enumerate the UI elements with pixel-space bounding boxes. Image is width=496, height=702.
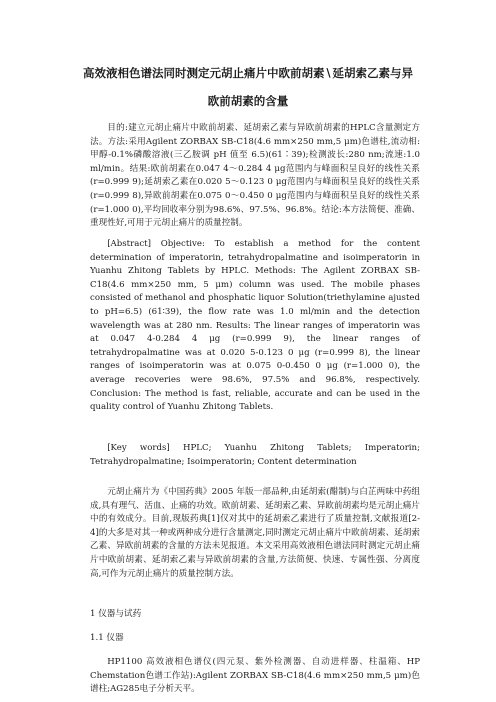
keywords-english: [Key words] HPLC; Yuanhu Zhitong Tablets; Imperatorin; Tetrahydropalmatine; Isoimperatorin; Content determination: [90, 443, 420, 467]
abstract-chinese: 目的:建立元胡止痛片中欧前胡素、延胡索乙素与异欧前胡素的HPLC含量测定方法。方法:采用Agilent ZORBAX SB-C18(4.6 mm×250 mm,5 μm)色谱柱,流动相:甲醇-0.1%磷酸溶液(三乙胺调 pH 值至 6.5)(61∶39);检测波长:280 nm;流速:1.0 ml/min。结果:欧前胡素在0.047 4～0.284 4 μg范围内与峰面积呈良好的线性关系(r=0.999 9);延胡索乙素在0.020 5～0.123 0 μg范围内与峰面积呈良好的线性关系(r=0.999 8),异欧前胡素在0.075 0～0.450 0 μg范围内与峰面积呈良好的线性关系(r=1.000 0),平均回收率分别为98.6%、97.5%、96.8%。结论:本方法简便、准确、重现性好,可用于元胡止痛片的质量控制。: [90, 123, 420, 229]
section-heading-1-1: 1.1 仪器: [90, 633, 124, 643]
title-line-1: 高效液相色谱法同时测定元胡止痛片中欧前胡素∖延胡索乙素与异: [83, 66, 413, 80]
abstract-english: [Abstract] Objective: To establish a method for the content determination of imperatorin, tetrahydropalmatine and isoimperatorin in Yuanhu Zhitong Tablets by HPLC. Methods: The Agilent ZORBAX SB-C18(4.6 mm×250 mm, 5 μm) column was used. The mobile phases consisted of methanol and phosphatic liquor Solution(triethylamine ajusted to pH=6.5) (61∶39), the flow rate was 1.0 ml/min and the detection wavelength was at 280 nm. Results: The linear ranges of imperatorin was at 0.047 4-0.284 4 μg (r=0.999 9), the linear ranges of tetrahydropalmatine was at 0.020 5-0.123 0 μg (r=0.999 8), the linear ranges of isoimperatorin was at 0.075 0-0.450 0 μg (r=1.000 0), the average recoveries were 98.6%, 97.5% and 96.8%, respectively. Conclusion: The method is fast, reliable, accurate and can be used in the quality control of Yuanhu Zhitong Tablets.: [90, 239, 420, 413]
instruments-paragraph: HP1100 高效液相色谱仪(四元泵、紫外检测器、自动进样器、柱温箱、HP Chemstation色谱工作站):Agilent ZORBAX SB-C18(4.6 mm×250 mm,5 μm)色谱柱;AG285电子分析天平。: [90, 657, 420, 695]
section-heading-1: 1 仪器与试药: [90, 609, 142, 619]
title-line-2: 欧前胡素的含量: [207, 94, 289, 108]
introduction-paragraph: 元胡止痛片为《中国药典》2005 年版一部品种,由延胡索(醋制)与白芷两味中药组成,具有理气、活血、止痛的功效。欧前胡素、延胡索乙素、异欧前胡素均是元胡止痛片中的有效成分。目前,现版药典[1]仅对其中的延胡索乙素进行了质量控制,文献报道[2-4]的大多是对其一种或两种成分进行含量测定,同时测定元胡止痛片中欧前胡素、延胡索乙素、异欧前胡素的含量的方法未见报道。本文采用高效液相色谱法同时测定元胡止痛片中欧前胡素、延胡索乙素与异欧前胡素的含量,方法简便、快速、专属性强、分离度高,可作为元胡止痛片的质量控制方法。: [90, 487, 420, 579]
